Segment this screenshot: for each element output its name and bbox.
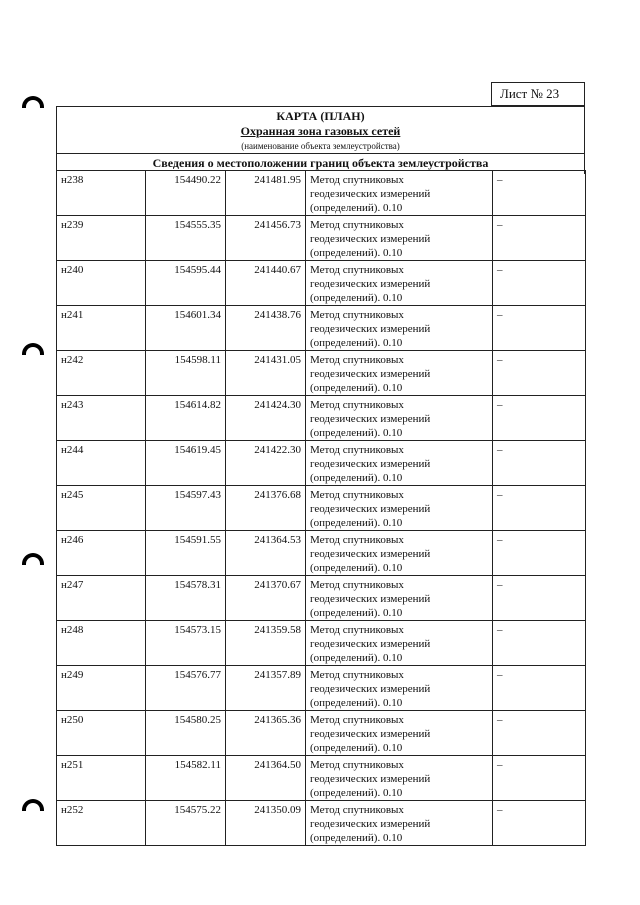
description-cell: – bbox=[493, 531, 586, 576]
method-line: геодезических измерений bbox=[310, 278, 431, 290]
object-name: Охранная зона газовых сетей bbox=[240, 124, 401, 138]
y-coordinate-cell: 241376.68 bbox=[226, 486, 306, 531]
description-cell: – bbox=[493, 621, 586, 666]
document-header bbox=[56, 106, 585, 174]
y-coordinate-cell: 241359.58 bbox=[226, 621, 306, 666]
point-id-cell: н252 bbox=[57, 801, 146, 846]
table-row bbox=[57, 261, 586, 306]
y-coordinate-cell: 241431.05 bbox=[226, 351, 306, 396]
y-coordinate-cell: 241481.95 bbox=[226, 171, 306, 216]
x-coordinate-cell: 154619.45 bbox=[146, 441, 226, 486]
table-body bbox=[57, 171, 586, 846]
sheet-number: Лист № 23 bbox=[491, 82, 585, 106]
method-line: Метод спутниковых bbox=[310, 579, 404, 591]
description-cell: – bbox=[493, 216, 586, 261]
y-coordinate-cell: 241370.67 bbox=[226, 576, 306, 621]
method-line: (определений). 0.10 bbox=[310, 202, 403, 214]
method-line: Метод спутниковых bbox=[310, 354, 404, 366]
method-line: Метод спутниковых bbox=[310, 399, 404, 411]
description-cell: – bbox=[493, 261, 586, 306]
y-coordinate-cell: 241364.50 bbox=[226, 756, 306, 801]
table-row bbox=[57, 711, 586, 756]
method-cell bbox=[306, 801, 493, 846]
method-line: Метод спутниковых bbox=[310, 444, 404, 456]
method-line: геодезических измерений bbox=[310, 818, 431, 830]
method-cell bbox=[306, 351, 493, 396]
description-cell: – bbox=[493, 486, 586, 531]
punch-hole-mark bbox=[22, 343, 44, 355]
punch-hole-mark bbox=[22, 799, 44, 811]
point-id-cell: н244 bbox=[57, 441, 146, 486]
point-id-cell: н241 bbox=[57, 306, 146, 351]
description-cell: – bbox=[493, 666, 586, 711]
method-cell bbox=[306, 261, 493, 306]
point-id-cell: н245 bbox=[57, 486, 146, 531]
method-line: геодезических измерений bbox=[310, 413, 431, 425]
method-line: Метод спутниковых bbox=[310, 489, 404, 501]
method-cell bbox=[306, 171, 493, 216]
method-line: Метод спутниковых bbox=[310, 804, 404, 816]
method-line: геодезических измерений bbox=[310, 188, 431, 200]
object-name-caption: (наименование объекта землеустройства) bbox=[241, 141, 400, 151]
method-line: (определений). 0.10 bbox=[310, 472, 403, 484]
method-line: Метод спутниковых bbox=[310, 174, 404, 186]
method-line: (определений). 0.10 bbox=[310, 652, 403, 664]
method-line: геодезических измерений bbox=[310, 728, 431, 740]
x-coordinate-cell: 154580.25 bbox=[146, 711, 226, 756]
method-cell bbox=[306, 441, 493, 486]
x-coordinate-cell: 154598.11 bbox=[146, 351, 226, 396]
method-line: геодезических измерений bbox=[310, 683, 431, 695]
method-line: геодезических измерений bbox=[310, 458, 431, 470]
x-coordinate-cell: 154573.15 bbox=[146, 621, 226, 666]
x-coordinate-cell: 154576.77 bbox=[146, 666, 226, 711]
description-cell: – bbox=[493, 756, 586, 801]
method-line: Метод спутниковых bbox=[310, 759, 404, 771]
table-row bbox=[57, 666, 586, 711]
method-line: (определений). 0.10 bbox=[310, 697, 403, 709]
method-line: (определений). 0.10 bbox=[310, 337, 403, 349]
method-cell bbox=[306, 576, 493, 621]
method-line: (определений). 0.10 bbox=[310, 742, 403, 754]
x-coordinate-cell: 154614.82 bbox=[146, 396, 226, 441]
point-id-cell: н240 bbox=[57, 261, 146, 306]
table-row bbox=[57, 396, 586, 441]
y-coordinate-cell: 241422.30 bbox=[226, 441, 306, 486]
x-coordinate-cell: 154595.44 bbox=[146, 261, 226, 306]
method-cell bbox=[306, 216, 493, 261]
y-coordinate-cell: 241440.67 bbox=[226, 261, 306, 306]
method-line: геодезических измерений bbox=[310, 503, 431, 515]
method-line: (определений). 0.10 bbox=[310, 427, 403, 439]
method-line: Метод спутниковых bbox=[310, 219, 404, 231]
method-cell bbox=[306, 531, 493, 576]
point-id-cell: н251 bbox=[57, 756, 146, 801]
section-title: Сведения о местоположении границ объекта землеустройства bbox=[57, 153, 584, 174]
y-coordinate-cell: 241364.53 bbox=[226, 531, 306, 576]
method-line: (определений). 0.10 bbox=[310, 787, 403, 799]
method-line: Метод спутниковых bbox=[310, 534, 404, 546]
method-cell bbox=[306, 621, 493, 666]
method-cell bbox=[306, 306, 493, 351]
method-line: геодезических измерений bbox=[310, 548, 431, 560]
point-id-cell: н243 bbox=[57, 396, 146, 441]
table-row bbox=[57, 576, 586, 621]
x-coordinate-cell: 154597.43 bbox=[146, 486, 226, 531]
method-line: геодезических измерений bbox=[310, 323, 431, 335]
method-cell bbox=[306, 711, 493, 756]
table-row bbox=[57, 171, 586, 216]
punch-hole-mark bbox=[22, 553, 44, 565]
point-id-cell: н239 bbox=[57, 216, 146, 261]
table-row bbox=[57, 756, 586, 801]
point-id-cell: н246 bbox=[57, 531, 146, 576]
method-cell bbox=[306, 486, 493, 531]
method-line: Метод спутниковых bbox=[310, 669, 404, 681]
table-row bbox=[57, 216, 586, 261]
method-line: геодезических измерений bbox=[310, 368, 431, 380]
description-cell: – bbox=[493, 351, 586, 396]
table-row bbox=[57, 801, 586, 846]
point-id-cell: н249 bbox=[57, 666, 146, 711]
method-line: (определений). 0.10 bbox=[310, 517, 403, 529]
method-line: Метод спутниковых bbox=[310, 309, 404, 321]
description-cell: – bbox=[493, 441, 586, 486]
document-title: КАРТА (ПЛАН) bbox=[276, 109, 365, 123]
method-line: (определений). 0.10 bbox=[310, 562, 403, 574]
method-cell bbox=[306, 756, 493, 801]
table-row bbox=[57, 621, 586, 666]
y-coordinate-cell: 241365.36 bbox=[226, 711, 306, 756]
method-line: (определений). 0.10 bbox=[310, 292, 403, 304]
method-line: Метод спутниковых bbox=[310, 624, 404, 636]
method-line: Метод спутниковых bbox=[310, 264, 404, 276]
x-coordinate-cell: 154490.22 bbox=[146, 171, 226, 216]
table-row bbox=[57, 306, 586, 351]
y-coordinate-cell: 241456.73 bbox=[226, 216, 306, 261]
table-row bbox=[57, 531, 586, 576]
description-cell: – bbox=[493, 576, 586, 621]
x-coordinate-cell: 154601.34 bbox=[146, 306, 226, 351]
boundary-points-table bbox=[56, 170, 586, 846]
method-cell bbox=[306, 666, 493, 711]
y-coordinate-cell: 241357.89 bbox=[226, 666, 306, 711]
method-line: (определений). 0.10 bbox=[310, 382, 403, 394]
x-coordinate-cell: 154575.22 bbox=[146, 801, 226, 846]
method-line: Метод спутниковых bbox=[310, 714, 404, 726]
table-row bbox=[57, 351, 586, 396]
description-cell: – bbox=[493, 711, 586, 756]
x-coordinate-cell: 154591.55 bbox=[146, 531, 226, 576]
y-coordinate-cell: 241438.76 bbox=[226, 306, 306, 351]
point-id-cell: н250 bbox=[57, 711, 146, 756]
description-cell: – bbox=[493, 171, 586, 216]
y-coordinate-cell: 241350.09 bbox=[226, 801, 306, 846]
method-line: геодезических измерений bbox=[310, 638, 431, 650]
point-id-cell: н242 bbox=[57, 351, 146, 396]
method-line: геодезических измерений bbox=[310, 233, 431, 245]
point-id-cell: н247 bbox=[57, 576, 146, 621]
point-id-cell: н238 bbox=[57, 171, 146, 216]
method-line: геодезических измерений bbox=[310, 773, 431, 785]
table-row bbox=[57, 441, 586, 486]
description-cell: – bbox=[493, 396, 586, 441]
description-cell: – bbox=[493, 306, 586, 351]
y-coordinate-cell: 241424.30 bbox=[226, 396, 306, 441]
method-cell bbox=[306, 396, 493, 441]
x-coordinate-cell: 154582.11 bbox=[146, 756, 226, 801]
method-line: геодезических измерений bbox=[310, 593, 431, 605]
punch-hole-mark bbox=[22, 96, 44, 108]
table-row bbox=[57, 486, 586, 531]
method-line: (определений). 0.10 bbox=[310, 832, 403, 844]
x-coordinate-cell: 154555.35 bbox=[146, 216, 226, 261]
point-id-cell: н248 bbox=[57, 621, 146, 666]
description-cell: – bbox=[493, 801, 586, 846]
method-line: (определений). 0.10 bbox=[310, 247, 403, 259]
x-coordinate-cell: 154578.31 bbox=[146, 576, 226, 621]
method-line: (определений). 0.10 bbox=[310, 607, 403, 619]
